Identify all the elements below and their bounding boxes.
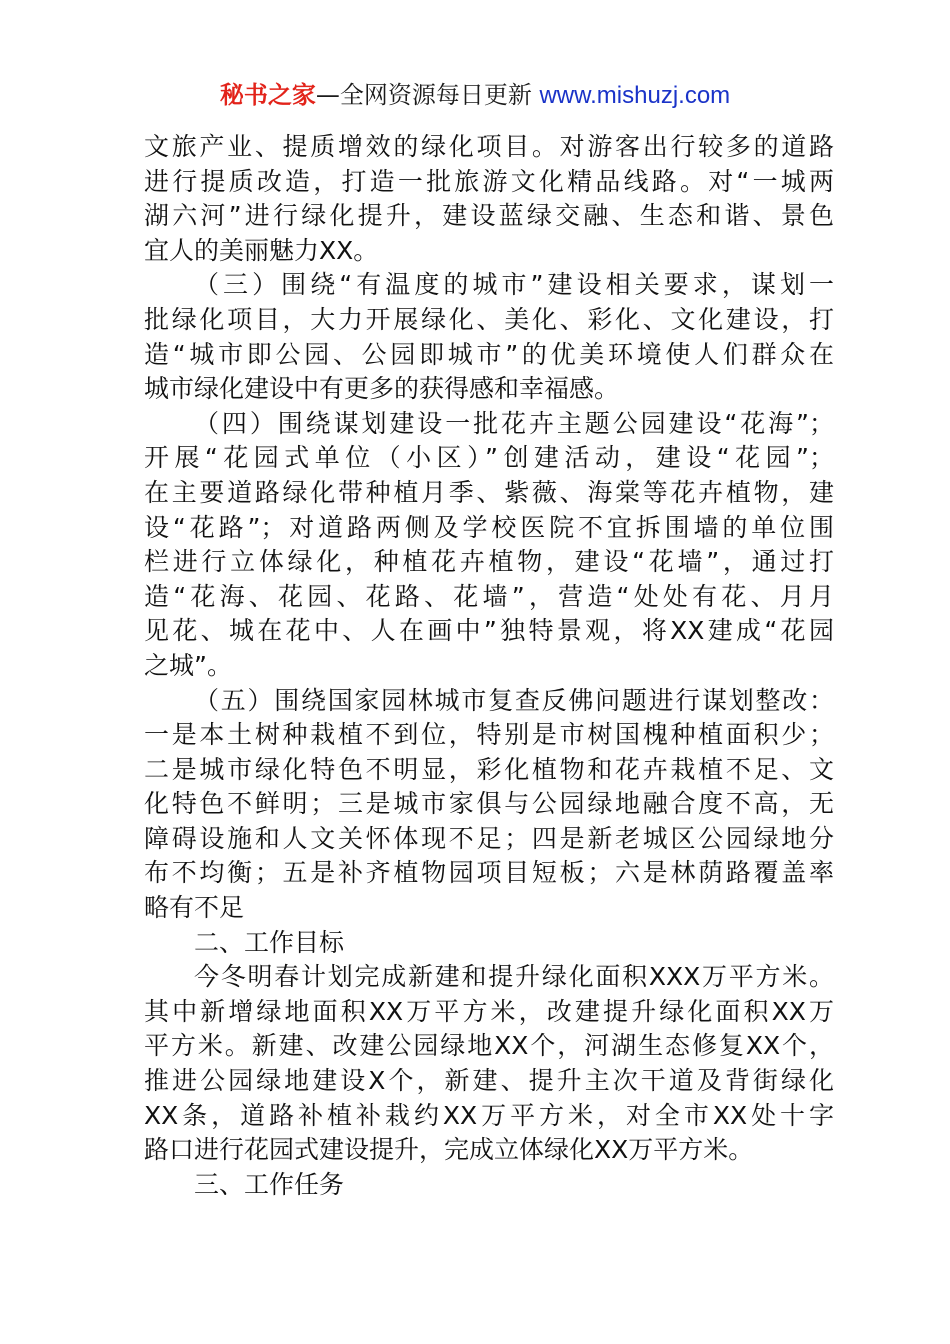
- text-line: 路口进行花园式建设提升，完成立体绿化XX万平方米。: [144, 1135, 754, 1165]
- text-line: （四）围绕谋划建设一批花卉主题公园建设“花海”；: [194, 408, 834, 438]
- text-line: 今冬明春计划完成新建和提升绿化面积XXX万平方米。: [194, 962, 834, 992]
- text-line: 开展“花园式单位（小区）”创建活动，建设“花园”；: [144, 443, 834, 473]
- text-line: 造“城市即公园、公园即城市”的优美环境使人们群众在: [144, 339, 834, 369]
- text-line: 之城”。: [144, 650, 232, 680]
- text-line: 见花、城在花中、人在画中”独特景观，将XX建成“花园: [144, 616, 834, 646]
- text-line: 二是城市绿化特色不明显，彩化植物和花卉栽植不足、文: [144, 754, 834, 784]
- text-line: 进行提质改造，打造一批旅游文化精品线路。对“一城两: [144, 166, 834, 196]
- text-line: 化特色不鲜明；三是城市家俱与公园绿地融合度不高，无: [144, 789, 834, 819]
- site-url-link[interactable]: www.mishuzj.com: [539, 82, 731, 109]
- brand-name: 秘书之家: [219, 81, 316, 109]
- text-line: 略有不足: [144, 893, 245, 923]
- text-line: 布不均衡；五是补齐植物园项目短板；六是林荫路覆盖率: [144, 858, 834, 888]
- text-line: 批绿化项目，大力开展绿化、美化、彩化、文化建设，打: [144, 304, 834, 334]
- text-line: 宜人的美丽魅力XX。: [144, 235, 379, 265]
- section-heading: 二、工作目标: [194, 927, 345, 957]
- text-line: 推进公园绿地建设X个，新建、提升主次干道及背街绿化: [144, 1066, 834, 1096]
- text-line: 栏进行立体绿化，种植花卉植物，建设“花墙”，通过打: [144, 547, 834, 577]
- document-body: [144, 130, 834, 1202]
- text-line: 平方米。新建、改建公园绿地XX个，河湖生态修复XX个，: [144, 1031, 834, 1061]
- text-line: 一是本土树种栽植不到位，特别是市树国槐种植面积少；: [144, 720, 834, 750]
- text-line: 在主要道路绿化带种植月季、紫薇、海棠等花卉植物，建: [144, 477, 834, 507]
- text-line: 文旅产业、提质增效的绿化项目。对游客出行较多的道路: [144, 132, 834, 161]
- text-line: 其中新增绿地面积XX万平方米，改建提升绿化面积XX万: [144, 996, 834, 1026]
- header-tagline: —全网资源每日更新: [315, 81, 532, 109]
- text-line: XX条，道路补植补栽约XX万平方米，对全市XX处十字: [144, 1100, 834, 1130]
- text-line: （五）围绕国家园林城市复查反佛问题进行谋划整改：: [194, 685, 834, 715]
- section-heading: 三、工作任务: [194, 1169, 345, 1199]
- text-line: 设“花路”；对道路两侧及学校医院不宜拆围墙的单位围: [144, 512, 834, 542]
- text-line: 障碍设施和人文关怀体现不足；四是新老城区公园绿地分: [144, 823, 834, 853]
- text-line: 城市绿化建设中有更多的获得感和幸福感。: [144, 374, 620, 404]
- text-line: 湖六河”进行绿化提升，建设蓝绿交融、生态和谐、景色: [144, 201, 834, 231]
- text-line: （三）围绕“有温度的城市”建设相关要求，谋划一: [194, 270, 834, 300]
- site-header: [0, 78, 950, 113]
- text-line: 造“花海、花园、花路、花墙”，营造“处处有花、月月: [144, 581, 834, 611]
